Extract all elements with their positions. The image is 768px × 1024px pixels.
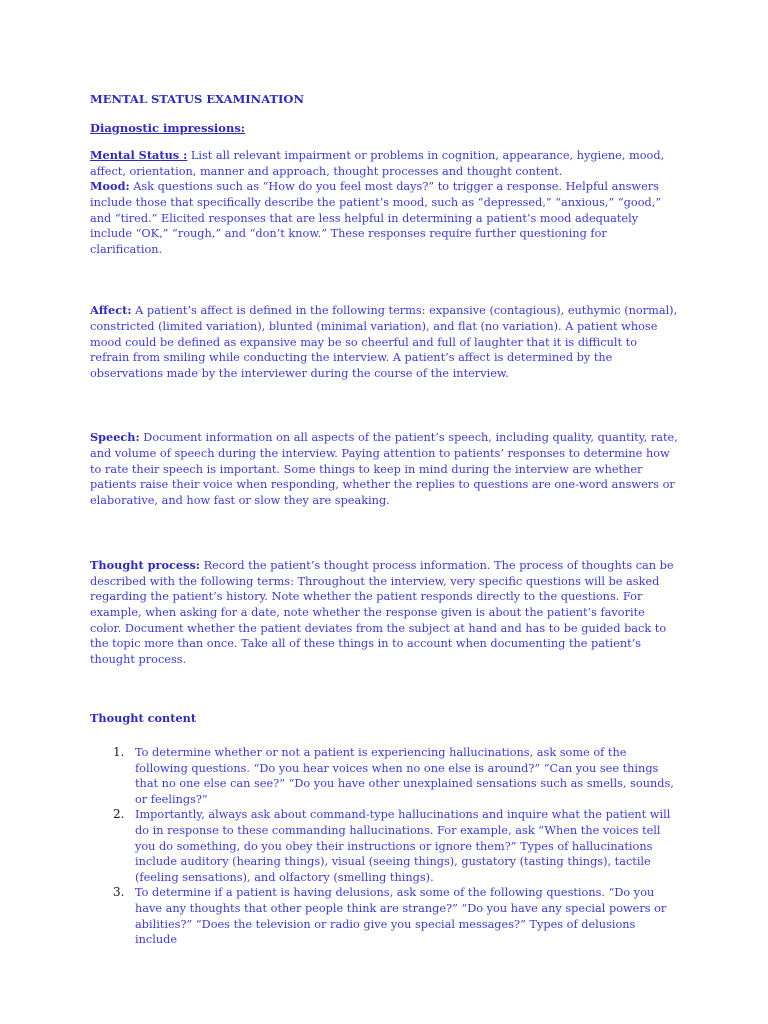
speech-label: Speech: <box>90 430 140 445</box>
list-item-number: 2. <box>113 807 125 822</box>
mood-label: Mood: <box>90 179 130 194</box>
thought-process-text: Record the patient’s thought process information. The process of thoughts can be described with the following terms: Throughout the interview, very specific questions will be asked regarding the patient’s history. Note whether the patient responds directly to the questions. For example, when asking for a date, note whether the response given is about the patient’s favorite color. Document whether the patient deviates from the subject at hand and has to be guided back to the topic more than once. Take all of these things in to account when documenting the patient’s thought process. <box>90 559 674 666</box>
list-item-text: To determine whether or not a patient is experiencing hallucinations, ask some of the following questions. “Do you hear voices when no one else is around?” “Can you see things that no one else can see?” “Do you have other unexplained sensations such as smells, sounds, or feelings?” <box>135 746 674 806</box>
speech-text: Document information on all aspects of the patient’s speech, including quality, quantity, rate, and volume of speech during the interview. Paying attention to patients’ responses to determine how to rate their speech is important. Some things to keep in mind during the interview are whether patients raise their voice when responding, whether the replies to questions are one-word answers or elaborative, and how fast or slow they are speaking. <box>90 431 678 507</box>
list-item-text: To determine if a patient is having delusions, ask some of the following questions. “Do you have any thoughts that other people think are strange?” “Do you have any special powers or abilities?” “Does the television or radio give you special messages?” Types of delusions include <box>135 886 667 947</box>
speech-paragraph <box>90 430 678 508</box>
mental-status-label: Mental Status : <box>90 148 188 163</box>
list-item-number: 3. <box>113 885 125 900</box>
list-item <box>90 807 678 885</box>
list-item <box>90 745 678 807</box>
spacer <box>90 381 678 430</box>
spacer <box>90 508 678 558</box>
thought-process-label: Thought process: <box>90 558 200 573</box>
spacer <box>90 667 678 711</box>
list-item-number: 1. <box>113 745 125 760</box>
spacer <box>90 257 678 303</box>
mood-paragraph <box>90 179 678 257</box>
thought-process-paragraph <box>90 558 678 667</box>
diagnostic-impressions-heading: Diagnostic impressions: <box>90 120 246 135</box>
list-item-text: Importantly, always ask about command-type hallucinations and inquire what the patient will do in response to these commanding hallucinations. For example, ask “When the voices tell you do something, do you obey their instructions or ignore them?” Types of hallucinations include auditory (hearing things), visual (seeing things), gustatory (tasting things), tactile (feeling sensations), and olfactory (smelling things). <box>135 808 671 884</box>
mood-text: Ask questions such as “How do you feel most days?” to trigger a response. Helpful answers include those that specifically describe the patient’s mood, such as “depressed,” “anxious,” “good,” and “tired.” Elicited responses that are less helpful in determining a patient’s mood adequately include “OK,” “rough,” and “don’t know.” These responses require further questioning for clarification. <box>90 180 662 256</box>
list-item <box>90 885 678 947</box>
thought-content-list <box>90 745 678 948</box>
affect-paragraph <box>90 303 678 381</box>
document-title: MENTAL STATUS EXAMINATION <box>90 92 304 106</box>
mental-status-paragraph <box>90 148 678 179</box>
affect-text: A patient’s affect is defined in the following terms: expansive (contagious), euthymic (normal), constricted (limited variation), blunted (minimal variation), and flat (no variation). A patient whose mood could be defined as expansive may be so cheerful and full of laughter that it is difficult to refrain from smiling while conducting the interview. A patient’s affect is determined by the observations made by the interviewer during the course of the interview. <box>90 304 678 380</box>
affect-label: Affect: <box>90 303 132 318</box>
thought-content-heading: Thought content <box>90 711 197 726</box>
mental-status-text: List all relevant impairment or problems in cognition, appearance, hygiene, mood, affect, orientation, manner and approach, thought processes and thought content. <box>90 149 665 178</box>
